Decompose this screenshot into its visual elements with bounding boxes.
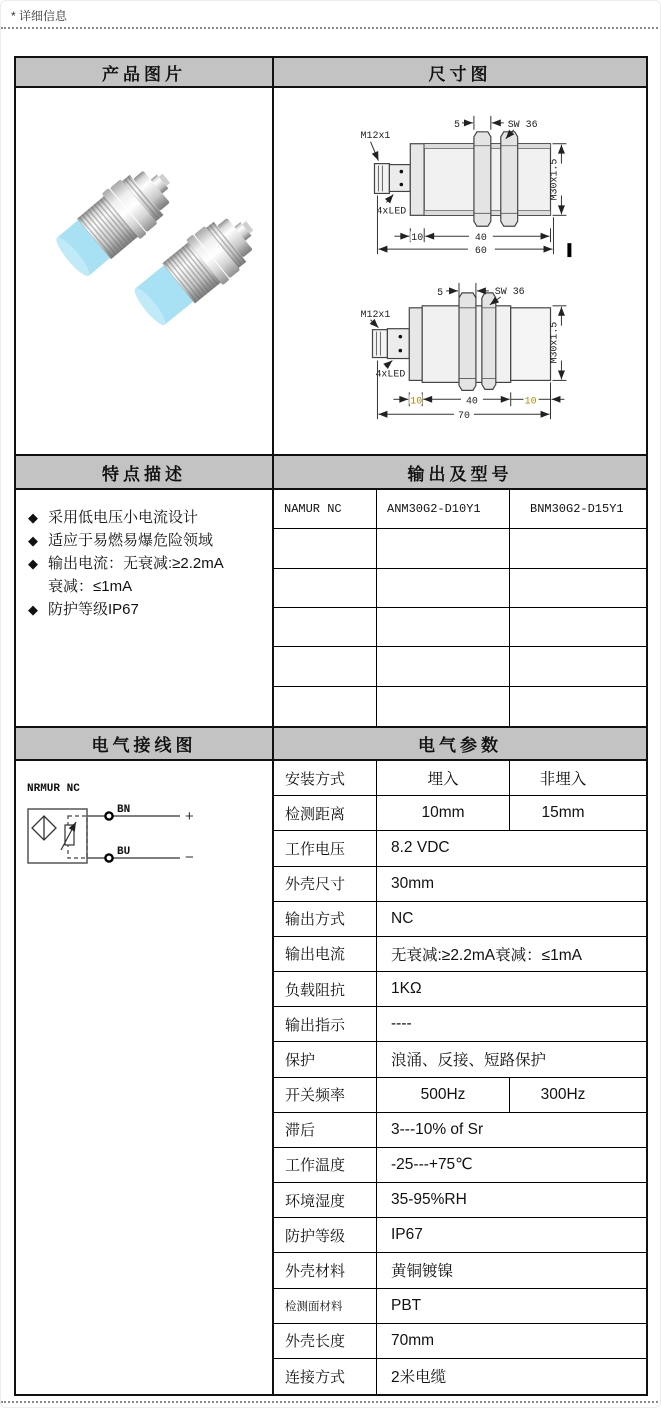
diamond-bullet-icon: ◆ — [28, 602, 38, 617]
param-label: 开关频率 — [274, 1078, 377, 1112]
dim-housing-thread-label: M30x1.5 — [548, 321, 560, 364]
model-row — [274, 529, 646, 568]
params-table — [274, 761, 646, 1394]
param-label: 保护 — [274, 1042, 377, 1076]
feature-item — [28, 529, 266, 552]
dim-body-label: 40 — [465, 395, 478, 407]
page-title: * 详细信息 — [11, 9, 68, 23]
wiring-type-label: NRMUR NC — [27, 783, 80, 795]
diamond-bullet-icon — [28, 575, 48, 598]
param-label: 外壳材料 — [274, 1253, 377, 1287]
param-label: 输出电流 — [274, 937, 377, 971]
param-value: 35-95%RH — [391, 1191, 467, 1209]
model-cell — [377, 687, 510, 726]
product-photo — [16, 88, 272, 456]
param-row — [274, 937, 646, 972]
param-value: 1KΩ — [391, 980, 422, 998]
wire-bn-label: BN — [117, 804, 131, 816]
model-row — [274, 490, 646, 529]
wire-bu-label: BU — [117, 846, 131, 858]
param-label: 外壳尺寸 — [274, 867, 377, 901]
cursor-bar — [567, 243, 571, 257]
param-label: 负载阻抗 — [274, 972, 377, 1006]
dim-led-label: 4xLED — [375, 368, 406, 380]
param-value: -25---+75℃ — [391, 1156, 473, 1174]
feature-text: 适应于易燃易爆危险领域 — [48, 532, 214, 549]
param-value: 埋入 — [377, 761, 510, 795]
param-value: 黄铜镀镍 — [391, 1263, 454, 1281]
model-row — [274, 647, 646, 686]
param-row — [274, 1218, 646, 1253]
model-cell — [510, 647, 646, 685]
model-row — [274, 608, 646, 647]
model-cell — [274, 608, 377, 646]
wires — [87, 816, 180, 858]
model-cell — [510, 687, 646, 726]
plus-sign: + — [185, 808, 194, 825]
dim-nut-width-label: 5 — [454, 118, 461, 130]
param-label: 连接方式 — [274, 1359, 377, 1394]
param-label: 环境湿度 — [274, 1183, 377, 1217]
dim-body-label: 40 — [474, 232, 487, 244]
param-row — [274, 972, 646, 1007]
param-row — [274, 867, 646, 902]
model-cell — [274, 687, 377, 726]
param-value: PBT — [391, 1296, 422, 1314]
dim-connector-thread-label: M12x1 — [360, 129, 391, 141]
param-label: 工作温度 — [274, 1148, 377, 1182]
param-row — [274, 1007, 646, 1042]
sensor-symbol-box — [28, 809, 87, 863]
param-value: 30mm — [391, 874, 435, 892]
param-label: 防护等级 — [274, 1218, 377, 1252]
param-label: 工作电压 — [274, 831, 377, 865]
param-label: 输出方式 — [274, 902, 377, 936]
model-cell — [274, 647, 377, 685]
model-cell: ANM30G2-D10Y1 — [377, 490, 510, 528]
diamond-bullet-icon: ◆ — [28, 556, 38, 571]
param-label: 检测距离 — [274, 796, 377, 830]
param-value: 300Hz — [540, 1085, 586, 1103]
param-row — [274, 831, 646, 866]
top-divider — [1, 27, 661, 29]
spec-table — [14, 56, 648, 1396]
param-row — [274, 1183, 646, 1218]
wiring-cell — [16, 761, 274, 1394]
header-features: 特点描述 — [16, 456, 274, 490]
model-cell — [510, 608, 646, 646]
param-row — [274, 1148, 646, 1183]
dim-head-label: 10 — [524, 395, 537, 407]
wiring-diagram — [16, 771, 274, 921]
dim-total-label: 70 — [458, 410, 470, 422]
param-row — [274, 1253, 646, 1288]
feature-text: 衰减：≤1mA — [48, 578, 133, 595]
header-electrical-params: 电气参数 — [274, 728, 646, 761]
param-value: 70mm — [391, 1331, 435, 1349]
dimension-drawing-nonflush — [274, 273, 646, 454]
param-value: 8.2 VDC — [391, 839, 450, 857]
dim-connector-thread-label: M12x1 — [360, 308, 391, 320]
dim-nut-width-label: 5 — [437, 286, 444, 298]
minus-sign: − — [185, 849, 194, 866]
dim-wrench-label: SW 36 — [507, 118, 538, 130]
dim-rear-label: 10 — [411, 232, 424, 244]
param-row — [274, 761, 646, 796]
feature-list — [28, 506, 266, 621]
model-cell — [274, 569, 377, 607]
terminal-bu — [105, 854, 112, 861]
param-value: 10mm — [377, 796, 510, 830]
feature-item — [28, 552, 266, 575]
feature-item — [28, 575, 266, 598]
param-row — [274, 1113, 646, 1148]
model-cell — [510, 529, 646, 567]
dim-led-label: 4xLED — [376, 205, 407, 217]
model-cell — [274, 529, 377, 567]
model-row — [274, 687, 646, 726]
param-label: 检测面材料 — [274, 1289, 377, 1323]
model-cell — [377, 529, 510, 567]
feature-item — [28, 598, 266, 621]
param-value: 15mm — [541, 804, 585, 822]
param-row — [274, 1078, 646, 1113]
dim-total-label: 60 — [474, 245, 487, 257]
param-row — [274, 1289, 646, 1324]
param-row — [274, 1359, 646, 1394]
terminal-bn — [105, 812, 112, 819]
header-wiring: 电气接线图 — [16, 728, 274, 761]
param-value: 2米电缆 — [391, 1369, 447, 1387]
model-cell — [377, 569, 510, 607]
param-row — [274, 796, 646, 831]
param-value: 浪涌、反接、短路保护 — [391, 1052, 547, 1070]
param-value: IP67 — [391, 1226, 423, 1244]
param-label: 外壳长度 — [274, 1324, 377, 1358]
param-value: 500Hz — [377, 1078, 510, 1112]
param-value: NC — [391, 909, 414, 927]
model-cell — [510, 569, 646, 607]
param-label: 安装方式 — [274, 761, 377, 795]
param-row — [274, 902, 646, 937]
feature-text: 防护等级IP67 — [48, 601, 139, 618]
header-output-models: 输出及型号 — [274, 456, 646, 490]
dim-wrench-label: SW 36 — [494, 285, 525, 297]
model-cell — [377, 608, 510, 646]
header-product-image: 产品图片 — [16, 58, 274, 88]
bottom-divider — [1, 1401, 661, 1403]
model-cell: BNM30G2-D15Y1 — [530, 502, 624, 517]
param-value: ---- — [391, 1015, 412, 1033]
model-row — [274, 569, 646, 608]
diamond-bullet-icon: ◆ — [28, 533, 38, 548]
dimension-drawing-flush — [274, 94, 646, 273]
model-table — [274, 490, 646, 728]
product-photo-cell — [16, 88, 274, 456]
param-label: 滞后 — [274, 1113, 377, 1147]
dimension-cell — [274, 88, 646, 456]
dim-housing-thread-label: M30x1.5 — [548, 158, 560, 201]
model-cell: NAMUR NC — [274, 490, 377, 528]
header-dimensions: 尺寸图 — [274, 58, 646, 88]
feature-text: 采用低电压小电流设计 — [48, 509, 199, 526]
param-label: 输出指示 — [274, 1007, 377, 1041]
diamond-bullet-icon: ◆ — [28, 510, 38, 525]
feature-item — [28, 506, 266, 529]
param-row — [274, 1324, 646, 1359]
param-row — [274, 1042, 646, 1077]
model-cell — [377, 647, 510, 685]
param-value: 3---10% of Sr — [391, 1120, 484, 1138]
dim-rear-label: 10 — [410, 395, 423, 407]
param-value: 非埋入 — [539, 771, 587, 789]
features-cell — [16, 490, 274, 728]
param-value: 无衰减:≥2.2mA衰减：≤1mA — [391, 946, 582, 964]
feature-text: 输出电流：无衰减:≥2.2mA — [48, 555, 224, 572]
sensor-symbol — [32, 816, 56, 840]
